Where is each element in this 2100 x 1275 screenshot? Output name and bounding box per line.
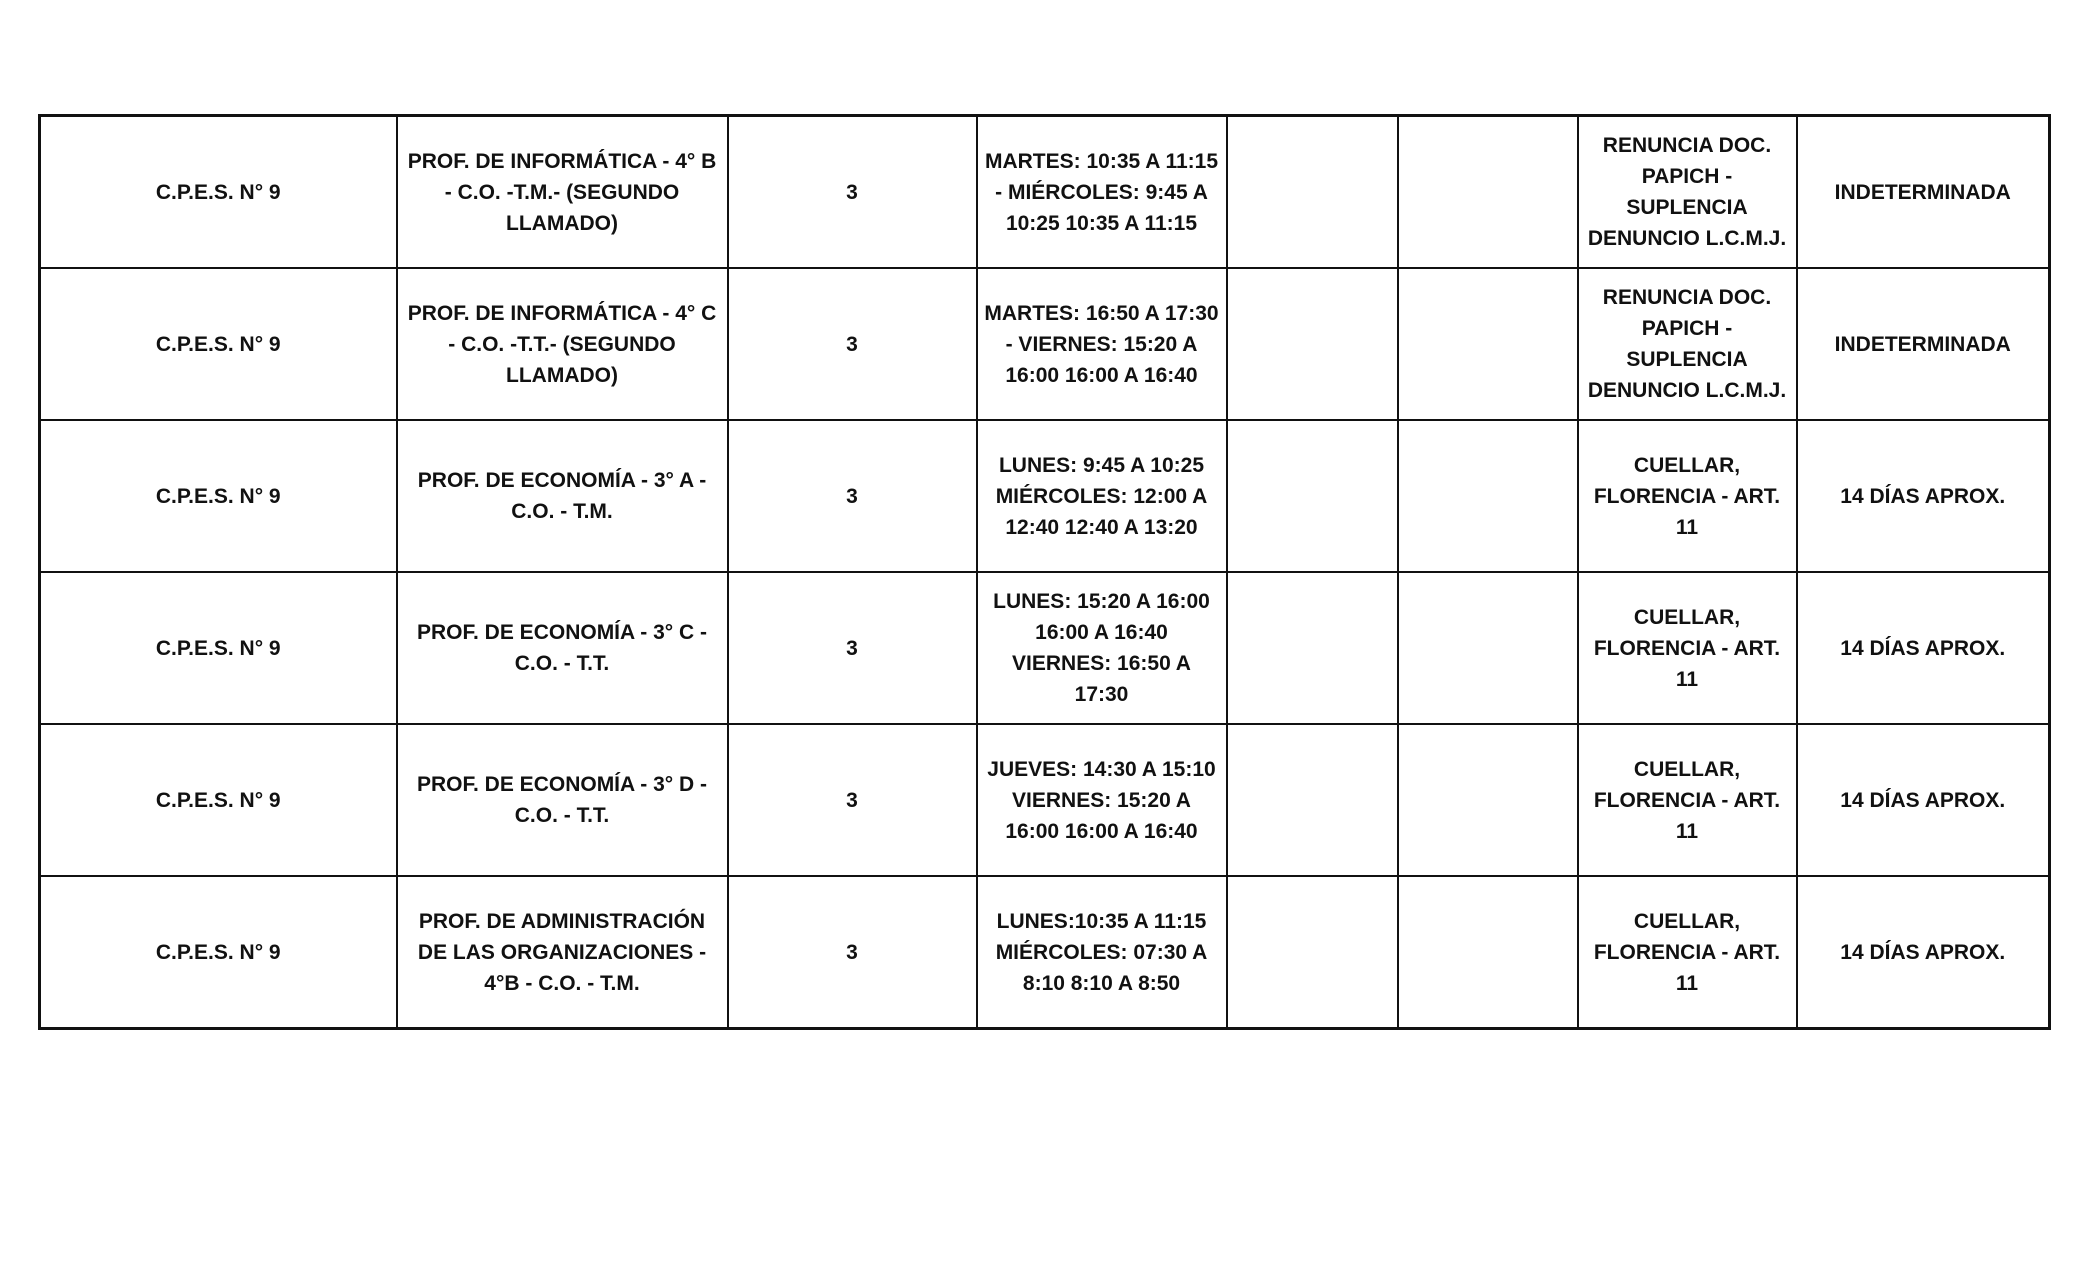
table-body xyxy=(40,116,2050,1029)
empty-cell xyxy=(1227,572,1398,724)
reason-cell: CUELLAR, FLORENCIA - ART. 11 xyxy=(1578,420,1797,572)
duration-cell: 14 DÍAS APROX. xyxy=(1797,876,2050,1029)
position-cell: PROF. DE ADMINISTRACIÓN DE LAS ORGANIZACIONES - 4°B - C.O. - T.M. xyxy=(397,876,728,1029)
hours-cell: 3 xyxy=(728,420,977,572)
reason-cell: RENUNCIA DOC. PAPICH - SUPLENCIA DENUNCIO L.C.M.J. xyxy=(1578,268,1797,420)
reason-cell: CUELLAR, FLORENCIA - ART. 11 xyxy=(1578,724,1797,876)
empty-cell xyxy=(1398,116,1578,269)
position-cell: PROF. DE INFORMÁTICA - 4° C - C.O. -T.T.- (SEGUNDO LLAMADO) xyxy=(397,268,728,420)
hours-cell: 3 xyxy=(728,268,977,420)
schedule-cell: JUEVES: 14:30 A 15:10 VIERNES: 15:20 A 16:00 16:00 A 16:40 xyxy=(977,724,1227,876)
institution-cell: C.P.E.S. N° 9 xyxy=(40,876,397,1029)
institution-cell: C.P.E.S. N° 9 xyxy=(40,724,397,876)
position-cell: PROF. DE ECONOMÍA - 3° C - C.O. - T.T. xyxy=(397,572,728,724)
empty-cell xyxy=(1227,724,1398,876)
reason-cell: CUELLAR, FLORENCIA - ART. 11 xyxy=(1578,572,1797,724)
empty-cell xyxy=(1227,876,1398,1029)
empty-cell xyxy=(1398,268,1578,420)
table-row xyxy=(40,876,2050,1029)
hours-cell: 3 xyxy=(728,724,977,876)
empty-cell xyxy=(1227,268,1398,420)
table-row xyxy=(40,572,2050,724)
table-row xyxy=(40,420,2050,572)
hours-cell: 3 xyxy=(728,572,977,724)
duration-cell: INDETERMINADA xyxy=(1797,268,2050,420)
vacancy-table xyxy=(38,114,2051,1030)
empty-cell xyxy=(1398,876,1578,1029)
institution-cell: C.P.E.S. N° 9 xyxy=(40,116,397,269)
position-cell: PROF. DE INFORMÁTICA - 4° B - C.O. -T.M.- (SEGUNDO LLAMADO) xyxy=(397,116,728,269)
reason-cell: RENUNCIA DOC. PAPICH - SUPLENCIA DENUNCIO L.C.M.J. xyxy=(1578,116,1797,269)
duration-cell: 14 DÍAS APROX. xyxy=(1797,420,2050,572)
institution-cell: C.P.E.S. N° 9 xyxy=(40,420,397,572)
reason-cell: CUELLAR, FLORENCIA - ART. 11 xyxy=(1578,876,1797,1029)
table-row xyxy=(40,268,2050,420)
schedule-cell: LUNES: 9:45 A 10:25 MIÉRCOLES: 12:00 A 12:40 12:40 A 13:20 xyxy=(977,420,1227,572)
empty-cell xyxy=(1398,724,1578,876)
empty-cell xyxy=(1398,420,1578,572)
empty-cell xyxy=(1227,116,1398,269)
institution-cell: C.P.E.S. N° 9 xyxy=(40,268,397,420)
duration-cell: 14 DÍAS APROX. xyxy=(1797,724,2050,876)
schedule-cell: LUNES: 15:20 A 16:00 16:00 A 16:40 VIERNES: 16:50 A 17:30 xyxy=(977,572,1227,724)
empty-cell xyxy=(1398,572,1578,724)
position-cell: PROF. DE ECONOMÍA - 3° D - C.O. - T.T. xyxy=(397,724,728,876)
hours-cell: 3 xyxy=(728,876,977,1029)
table-row xyxy=(40,724,2050,876)
schedule-cell: LUNES:10:35 A 11:15 MIÉRCOLES: 07:30 A 8:10 8:10 A 8:50 xyxy=(977,876,1227,1029)
hours-cell: 3 xyxy=(728,116,977,269)
table-row xyxy=(40,116,2050,269)
duration-cell: INDETERMINADA xyxy=(1797,116,2050,269)
institution-cell: C.P.E.S. N° 9 xyxy=(40,572,397,724)
duration-cell: 14 DÍAS APROX. xyxy=(1797,572,2050,724)
position-cell: PROF. DE ECONOMÍA - 3° A - C.O. - T.M. xyxy=(397,420,728,572)
empty-cell xyxy=(1227,420,1398,572)
schedule-cell: MARTES: 16:50 A 17:30 - VIERNES: 15:20 A 16:00 16:00 A 16:40 xyxy=(977,268,1227,420)
schedule-cell: MARTES: 10:35 A 11:15 - MIÉRCOLES: 9:45 A 10:25 10:35 A 11:15 xyxy=(977,116,1227,269)
